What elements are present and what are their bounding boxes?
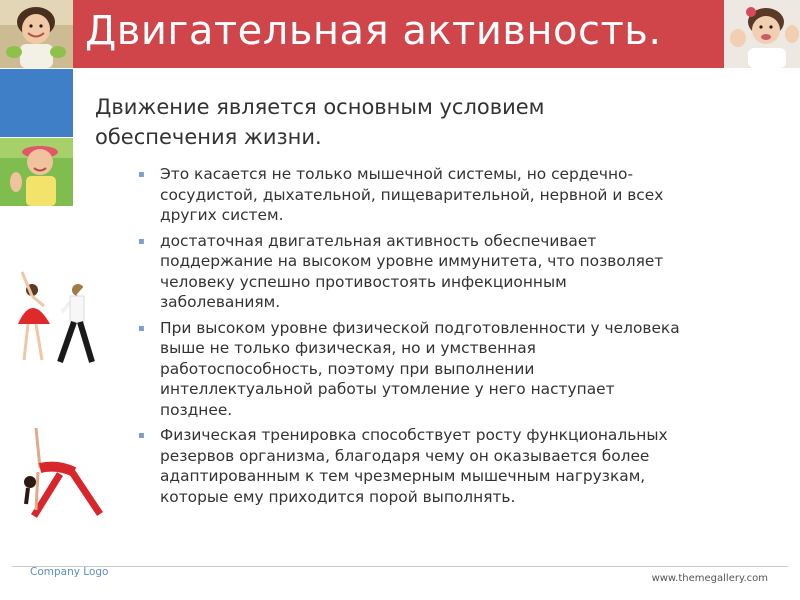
- intro-statement: Движение является основным условием обеспечения жизни.: [95, 95, 545, 149]
- square-bullet-icon: ▪: [138, 322, 145, 334]
- square-bullet-icon: ▪: [138, 430, 145, 441]
- yoga-woman-photo: [14, 424, 108, 520]
- square-bullet-icon: ▪: [138, 169, 145, 180]
- child-photo-green: [0, 138, 73, 206]
- dancing-children-art: [8, 262, 108, 374]
- list-item: [136, 318, 756, 421]
- list-item: [136, 164, 756, 226]
- bullet-text: При высоком уровне физической подготовленности у человека выше не только физическая, но и умственная работоспособность, поэтому при выполнении интеллектуальной работы утомление у него наступает позднее.: [160, 318, 680, 419]
- child-photo-top-left: [0, 0, 73, 68]
- footer-divider: [12, 566, 788, 567]
- list-item: [136, 231, 756, 313]
- website-url: www.themegallery.com: [651, 573, 768, 584]
- slide-title: Двигательная активность.: [85, 8, 662, 54]
- company-logo-text: Company Logo: [30, 566, 109, 578]
- child-photo-art: [724, 0, 800, 68]
- yoga-woman-art: [14, 424, 108, 520]
- bullet-list: [136, 164, 756, 512]
- bullet-text: Это касается не только мышечной системы, но сердечно- сосудистой, дыхательной, пищеварительной, нервной и всех других систем.: [160, 165, 664, 224]
- child-photo-top-right: [724, 0, 800, 68]
- square-bullet-icon: ▪: [138, 235, 145, 247]
- child-photo-art: [0, 138, 73, 206]
- title-bar: [73, 0, 724, 68]
- list-item: [136, 425, 756, 507]
- bullet-text: Физическая тренировка способствует росту функциональных резервов организма, благодаря чему он оказывается более адаптированным к тем чрезмерным мышечным нагрузкам, которые ему приходится порой выполнять.: [160, 426, 668, 506]
- blue-accent-block: [0, 69, 73, 137]
- bullet-text: достаточная двигательная активность обеспечивает поддержание на высоком уровне иммунитета, что позволяет человеку успешно противостоять инфекционным заболеваниям.: [160, 231, 664, 311]
- child-photo-art: [0, 0, 73, 68]
- dancing-children-photo: [8, 262, 108, 374]
